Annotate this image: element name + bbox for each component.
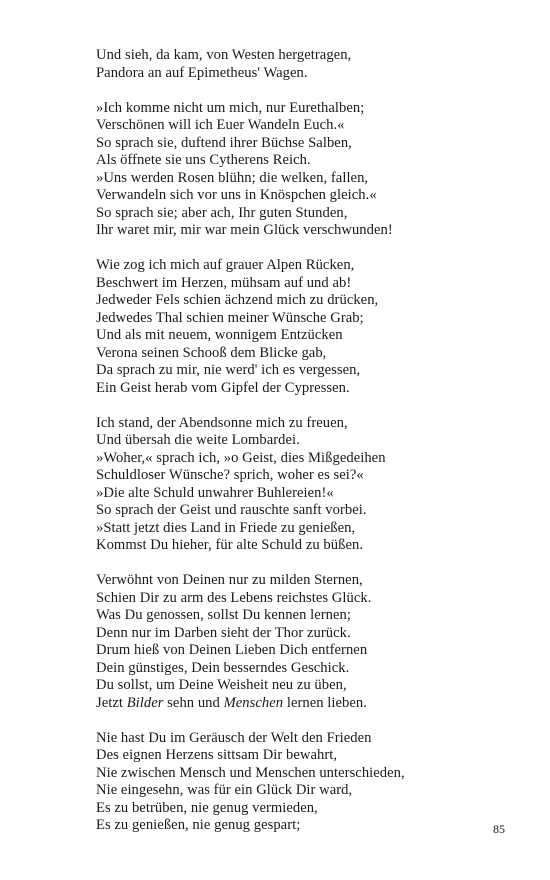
verse-line: Verwandeln sich vor uns in Knöspchen gleich.« bbox=[96, 187, 377, 203]
verse-line: So sprach sie, duftend ihrer Büchse Salben, bbox=[96, 134, 352, 151]
verse-line: Jedweder Fels schien ächzend mich zu drücken, bbox=[96, 292, 379, 308]
verse-line: Verschönen will ich Euer Wandeln Euch.« bbox=[96, 117, 345, 133]
verse-line: »Die alte Schuld unwahrer Buhlereien!« bbox=[96, 484, 334, 501]
verse-line: Jedwedes Thal schien meiner Wünsche Grab; bbox=[96, 309, 364, 326]
verse-line: So sprach sie; aber ach, Ihr guten Stunden, bbox=[96, 204, 348, 221]
stanza bbox=[96, 415, 536, 555]
verse-line: Nie eingesehn, was für ein Glück Dir ward, bbox=[96, 782, 353, 798]
verse-line: Es zu betrüben, nie genug vermieden, bbox=[96, 799, 318, 816]
verse-line: Und sieh, da kam, von Westen hergetragen, bbox=[96, 47, 352, 63]
verse-line: Verwöhnt von Deinen nur zu milden Sternen, bbox=[96, 572, 363, 588]
verse-line: Wie zog ich mich auf grauer Alpen Rücken, bbox=[96, 257, 355, 273]
verse-line: Denn nur im Darben sieht der Thor zurück. bbox=[96, 624, 351, 641]
stanza bbox=[96, 257, 536, 397]
verse-line: Beschwert im Herzen, mühsam auf und ab! bbox=[96, 274, 352, 291]
verse-line: Es zu genießen, nie genug gespart; bbox=[96, 817, 301, 833]
stanza bbox=[96, 730, 536, 835]
verse-segment: lernen lieben. bbox=[283, 694, 367, 711]
poem-text bbox=[96, 47, 536, 852]
verse-line: Verona seinen Schooß dem Blicke gab, bbox=[96, 344, 327, 361]
verse-line: »Uns werden Rosen blühn; die welken, fallen, bbox=[96, 169, 369, 186]
verse-line: Und übersah die weite Lombardei. bbox=[96, 432, 300, 448]
verse-line: Da sprach zu mir, nie werd' ich es vergessen, bbox=[96, 362, 361, 378]
stanza bbox=[96, 100, 536, 240]
page-number: 85 bbox=[493, 822, 505, 836]
verse-line: Als öffnete sie uns Cytherens Reich. bbox=[96, 152, 311, 168]
verse-line: Drum hieß von Deinen Lieben Dich entfernen bbox=[96, 642, 368, 658]
verse-segment: sehn und bbox=[163, 694, 224, 711]
stanza bbox=[96, 572, 536, 712]
verse-line: »Woher,« sprach ich, »o Geist, dies Mißgedeihen bbox=[96, 449, 386, 466]
verse-line: Kommst Du hieher, für alte Schuld zu büßen. bbox=[96, 537, 364, 553]
verse-line: Ihr waret mir, mir war mein Glück verschwunden! bbox=[96, 222, 393, 238]
verse-line: »Statt jetzt dies Land in Friede zu genießen, bbox=[96, 519, 356, 536]
verse-line: Ich stand, der Abendsonne mich zu freuen, bbox=[96, 414, 348, 431]
verse-line: Nie hast Du im Geräusch der Welt den Frieden bbox=[96, 729, 372, 746]
verse-line: Und als mit neuem, wonnigem Entzücken bbox=[96, 327, 343, 343]
verse-line: Des eignen Herzens sittsam Dir bewahrt, bbox=[96, 747, 338, 763]
verse-line: »Ich komme nicht um mich, nur Eurethalben; bbox=[96, 99, 365, 116]
verse-line: Was Du genossen, sollst Du kennen lernen; bbox=[96, 607, 352, 623]
italic-emphasis: Menschen bbox=[223, 694, 284, 711]
verse-segment: Jetzt bbox=[96, 694, 127, 711]
verse-line: Schien Dir zu arm des Lebens reichstes Glück. bbox=[96, 589, 372, 606]
stanza bbox=[96, 47, 536, 82]
verse-line: So sprach der Geist und rauschte sanft vorbei. bbox=[96, 502, 367, 518]
italic-emphasis: Bilder bbox=[126, 694, 164, 711]
verse-line: Du sollst, um Deine Weisheit neu zu üben, bbox=[96, 677, 347, 693]
verse-line: Ein Geist herab vom Gipfel der Cypressen. bbox=[96, 379, 350, 396]
verse-line bbox=[96, 695, 536, 713]
verse-line: Pandora an auf Epimetheus' Wagen. bbox=[96, 64, 308, 81]
verse-line: Schuldloser Wünsche? sprich, woher es sei?« bbox=[96, 467, 364, 483]
verse-line: Nie zwischen Mensch und Menschen unterschieden, bbox=[96, 764, 405, 781]
verse-line: Dein günstiges, Dein besserndes Geschick. bbox=[96, 659, 350, 676]
